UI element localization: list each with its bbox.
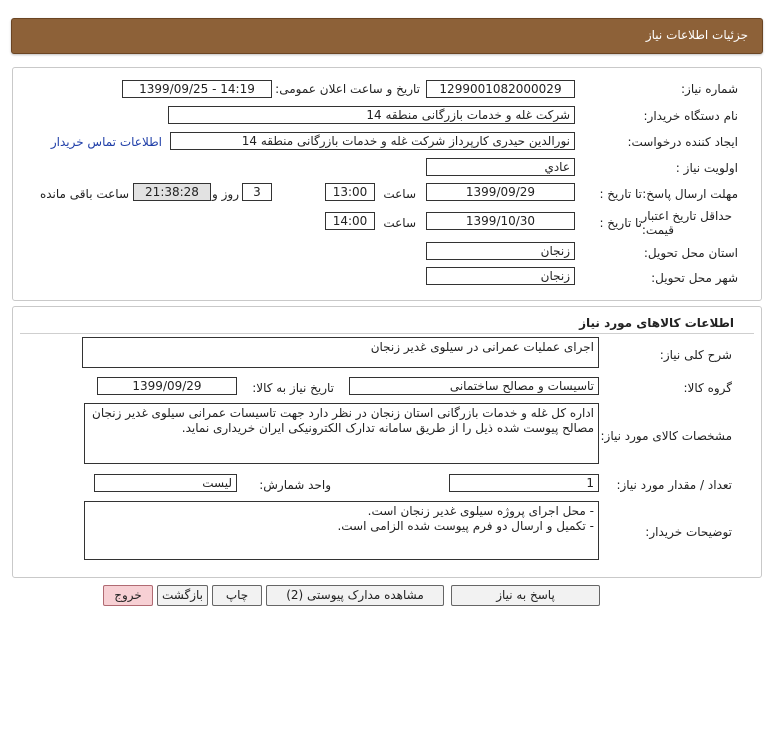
priority-field: عادي xyxy=(426,158,575,176)
summary-text: اجرای عملیات عمرانی در سیلوی غدیر زنجان xyxy=(370,340,594,354)
validity-to-date-label: تا تاریخ : xyxy=(599,216,642,230)
page-title: جزئیات اطلاعات نیاز xyxy=(645,28,748,42)
buyer-org-field: شرکت غله و خدمات بازرگانی منطقه 14 xyxy=(168,106,575,124)
validity-time-field: 14:00 xyxy=(325,212,375,230)
back-button[interactable]: بازگشت xyxy=(157,585,208,606)
buyer-notes-line-1: - محل اجرای پروژه سیلوی غدیر زنجان است. xyxy=(367,504,594,518)
requester-label: ایجاد کننده درخواست: xyxy=(627,135,738,149)
summary-label: شرح کلی نیاز: xyxy=(659,348,732,362)
province-label: استان محل تحویل: xyxy=(643,246,738,260)
buyer-org-label: نام دستگاه خریدار: xyxy=(643,109,738,123)
buyer-notes-line-2: - تکمیل و ارسال دو فرم پیوست شده الزامی است. xyxy=(337,519,594,533)
validity-time-label: ساعت xyxy=(383,216,416,230)
deadline-label: مهلت ارسال پاسخ: xyxy=(642,187,738,201)
need-info-panel xyxy=(12,67,762,301)
buyer-contact-link[interactable]: اطلاعات تماس خریدار xyxy=(50,135,162,149)
page-header xyxy=(11,18,763,54)
city-label: شهر محل تحویل: xyxy=(651,271,738,285)
validity-label-line1: حداقل تاریخ اعتبار xyxy=(641,209,732,223)
city-field: زنجان xyxy=(426,267,575,285)
deadline-time-field: 13:00 xyxy=(325,183,375,201)
quantity-label: تعداد / مقدار مورد نیاز: xyxy=(616,478,732,492)
quantity-field: 1 xyxy=(449,474,599,492)
summary-field xyxy=(82,337,599,368)
days-remaining-field: 3 xyxy=(242,183,272,201)
specs-field xyxy=(84,403,599,464)
view-attachments-button[interactable]: مشاهده مدارک پیوستی (2) xyxy=(266,585,444,606)
goods-group-field: تاسیسات و مصالح ساختمانی xyxy=(349,377,599,395)
buyer-notes-label: توضیحات خریدار: xyxy=(645,525,732,539)
deadline-to-date-label: تا تاریخ : xyxy=(599,187,642,201)
reply-to-need-button[interactable]: پاسخ به نیاز xyxy=(451,585,600,606)
need-number-label: شماره نیاز: xyxy=(681,82,738,96)
exit-button[interactable]: خروج xyxy=(103,585,153,606)
goods-section-title: اطلاعات کالاهای مورد نیاز xyxy=(579,316,734,330)
validity-date-field: 1399/10/30 xyxy=(426,212,575,230)
deadline-date-field: 1399/09/29 xyxy=(426,183,575,201)
time-remaining-field: 21:38:28 xyxy=(133,183,211,201)
requester-field: نورالدین حیدری کارپرداز شرکت غله و خدمات بازرگانی منطقه 14 xyxy=(170,132,575,150)
unit-field: لیست xyxy=(94,474,237,492)
unit-label: واحد شمارش: xyxy=(259,478,331,492)
time-remaining-label: ساعت باقی مانده xyxy=(39,187,129,201)
need-date-label: تاریخ نیاز به کالا: xyxy=(252,381,334,395)
specs-text: اداره کل غله و خدمات بازرگانی استان زنجان در نظر دارد جهت تاسیسات عمرانی سیلوی غدیر زنجان مصالح پیوست شده ذیل را از طریق سامانه تدارک الکترونیکی ایران خریداری نماید. xyxy=(92,406,594,435)
need-date-field: 1399/09/29 xyxy=(97,377,237,395)
specs-label: مشخصات کالای مورد نیاز: xyxy=(600,429,732,443)
goods-group-label: گروه کالا: xyxy=(683,381,732,395)
deadline-time-label: ساعت xyxy=(383,187,416,201)
province-field: زنجان xyxy=(426,242,575,260)
print-button[interactable]: چاپ xyxy=(212,585,262,606)
goods-section-divider xyxy=(20,333,754,334)
announce-datetime-field: 1399/09/25 - 14:19 xyxy=(122,80,272,98)
need-number-field: 1299001082000029 xyxy=(426,80,575,98)
announce-datetime-label: تاریخ و ساعت اعلان عمومی: xyxy=(275,82,420,96)
days-label: روز و xyxy=(212,187,239,201)
priority-label: اولویت نیاز : xyxy=(675,161,738,175)
buyer-notes-field xyxy=(84,501,599,560)
validity-label-line2: قیمت: xyxy=(641,223,674,237)
